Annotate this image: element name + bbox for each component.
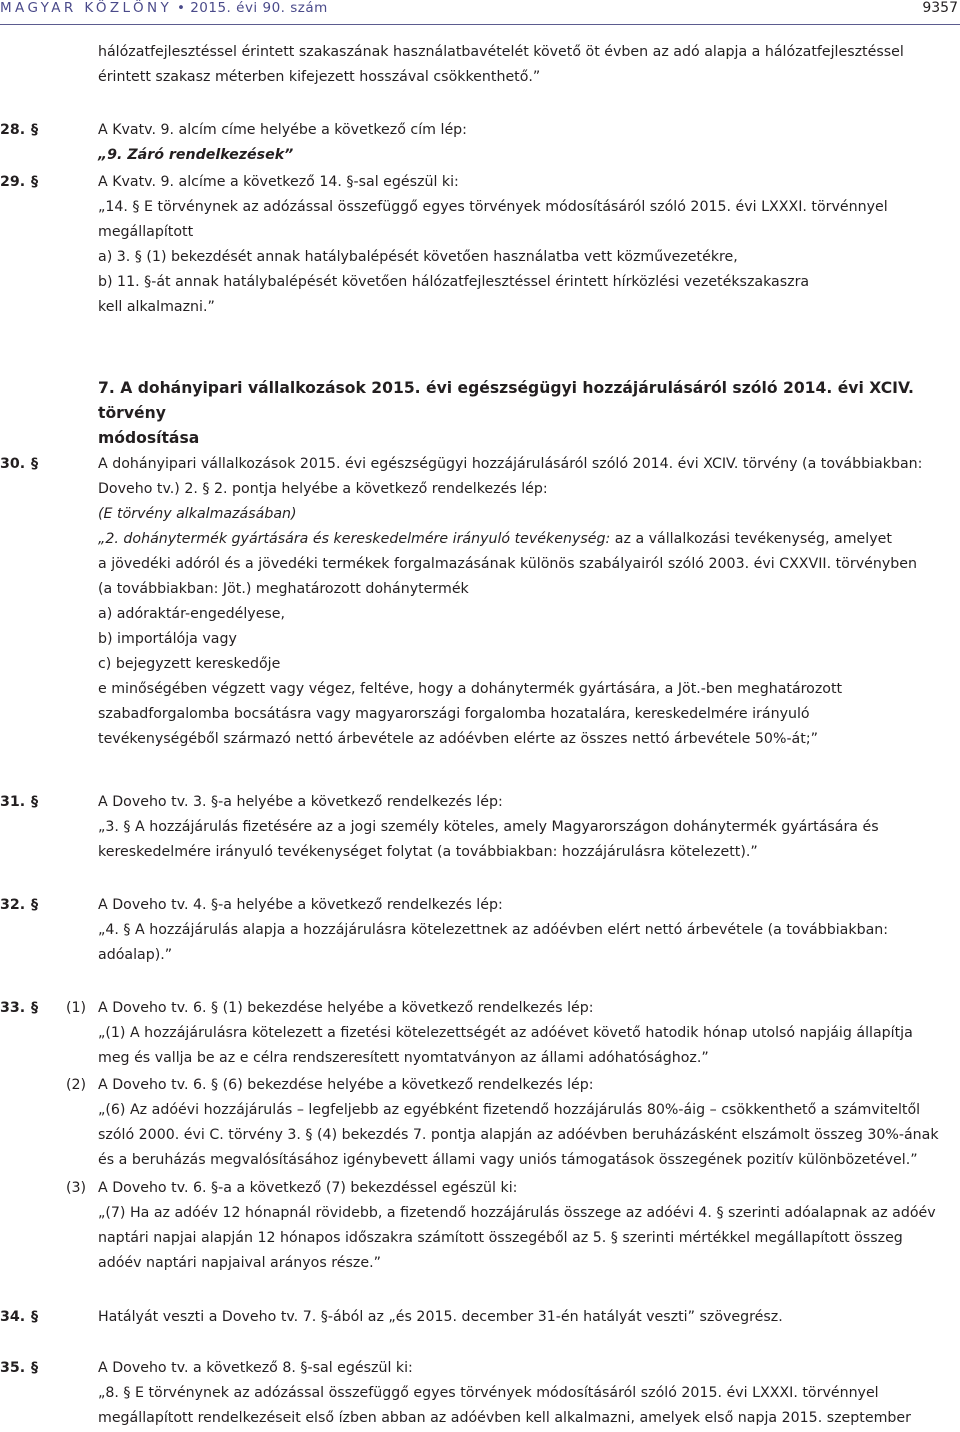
page-number: 9357 <box>922 0 958 16</box>
text-line: „4. § A hozzájárulás alapja a hozzájárulásra kötelezettnek az adóévben elért nettó árbevétele (a továbbiakban: <box>98 922 889 938</box>
text-line: A Kvatv. 9. alcíme a következő 14. §-sal egészül ki: <box>98 174 459 190</box>
text-line: naptári napjai alapján 12 hónapos időszakra számított összegéből az 5. § szerinti mértékkel megállapított összeg <box>98 1230 903 1246</box>
text-line: Doveho tv.) 2. § 2. pontja helyébe a következő rendelkezés lép: <box>98 481 548 497</box>
section-number: 32. <box>0 897 26 913</box>
journal-name: MAGYAR KÖZLÖNY <box>0 0 173 16</box>
text-line: e minőségében végzett vagy végez, feltéve, hogy a dohánytermék gyártására, a Jöt.-ben meghatározott <box>98 681 843 697</box>
amendment-33-2 <box>98 1073 958 1173</box>
header-rule <box>0 24 960 25</box>
paragraph-label: (3) <box>66 1180 87 1196</box>
amendment-33-3 <box>98 1176 958 1276</box>
amendment-30 <box>98 452 958 752</box>
text-line: A dohányipari vállalkozások 2015. évi egészségügyi hozzájárulásáról szóló 2014. évi XCIV. törvény (a továbbiakban: <box>98 456 923 472</box>
text-line: megállapított <box>98 224 194 240</box>
text-line: A Doveho tv. 6. § (1) bekezdése helyébe a következő rendelkezés lép: <box>98 1000 594 1016</box>
chapter-title: módosítása <box>98 429 200 447</box>
paragraph-label: (1) <box>66 1000 87 1016</box>
text-line: meg és vallja be az e célra rendszeresített nyomtatványon az állami adóhatósághoz.” <box>98 1050 709 1066</box>
text-line: „(1) A hozzájárulásra kötelezett a fizetési kötelezettségét az adóévet követő hatodik hónap utolsó napjáig állapítja <box>98 1025 913 1041</box>
text-line: (a továbbiakban: Jöt.) meghatározott dohánytermék <box>98 581 469 597</box>
text-line: A Kvatv. 9. alcím címe helyébe a következő cím lép: <box>98 122 467 138</box>
section-number: 30. <box>0 456 26 472</box>
text-line: „(6) Az adóévi hozzájárulás – legfeljebb az egyébként fizetendő hozzájárulás 80%-áig – csökkenthető a számviteltől <box>98 1102 921 1118</box>
text-line: adóalap).” <box>98 947 173 963</box>
intro-paragraph <box>98 40 958 90</box>
text-line: Hatályát veszti a Doveho tv. 7. §-ából az „és 2015. december 31-én hatályát veszti” szövegrész. <box>98 1309 783 1325</box>
section-sign: § <box>31 456 39 472</box>
text-line: kereskedelmére irányuló tevékenységet folytat (a továbbiakban: hozzájárulásra kötelezett).” <box>98 844 758 860</box>
section-number: 31. <box>0 794 26 810</box>
section-sign: § <box>31 122 39 138</box>
text-line: A Doveho tv. 6. § (6) bekezdése helyébe a következő rendelkezés lép: <box>98 1077 594 1093</box>
text-line: adóév naptári napjaival arányos része.” <box>98 1255 381 1271</box>
issue-number: 2015. évi 90. szám <box>190 0 328 16</box>
chapter-title: 7. A dohányipari vállalkozások 2015. évi egészségügyi hozzájárulásáról szóló 2014. évi XCIV. törvény <box>98 379 914 422</box>
text-line: c) bejegyzett kereskedője <box>98 656 281 672</box>
text-line: (E törvény alkalmazásában) <box>98 506 297 522</box>
definition-term: „2. dohánytermék gyártására és kereskedelmére irányuló tevékenység: <box>98 531 611 547</box>
text-line: „(7) Ha az adóév 12 hónapnál rövidebb, a fizetendő hozzájárulás összege az adóévi 4. § szerinti adóalapnak az adóév <box>98 1205 936 1221</box>
text-line: A Doveho tv. 3. §-a helyébe a következő rendelkezés lép: <box>98 794 503 810</box>
amendment-28 <box>98 118 958 168</box>
amendment-32 <box>98 893 958 968</box>
text-line: a) adóraktár-engedélyese, <box>98 606 286 622</box>
text-line: szabadforgalomba bocsátásra vagy magyarországi forgalomba hozatalára, kereskedelmére irányuló <box>98 706 810 722</box>
section-sign: § <box>31 1360 39 1376</box>
amendment-34 <box>98 1305 958 1330</box>
text-line: A Doveho tv. a következő 8. §-sal egészül ki: <box>98 1360 413 1376</box>
section-number: 34. <box>0 1309 26 1325</box>
definition-line <box>98 527 958 552</box>
text-line: b) 11. §-át annak hatálybalépését követően hálózatfejlesztéssel érintett hírközlési vezetékszakaszra <box>98 274 810 290</box>
text-line: „8. § E törvénynek az adózással összefüggő egyes törvények módosításáról szóló 2015. évi LXXXI. törvénnyel <box>98 1385 879 1401</box>
text-line: hálózatfejlesztéssel érintett szakaszának használatbavételét követő öt évben az adó alapja a hálózatfejlesztéssel <box>98 44 904 60</box>
amendment-29 <box>98 170 958 320</box>
section-sign: § <box>31 897 39 913</box>
text-line: A Doveho tv. 6. §-a a következő (7) bekezdéssel egészül ki: <box>98 1180 518 1196</box>
text-line: és a beruházás megvalósításához igénybevett állami vagy uniós támogatások összegének pozitív különbözetével.” <box>98 1152 918 1168</box>
text-line: a jövedéki adóról és a jövedéki termékek forgalmazásának különös szabályairól szóló 2003. évi CXXVII. törvényben <box>98 556 917 572</box>
text-line: szóló 2000. évi C. törvény 3. § (4) bekezdés 7. pontja alapján az adóévben beruházásként elszámolt összeg 30%-ának <box>98 1127 939 1143</box>
text-line: b) importálója vagy <box>98 631 237 647</box>
chapter-heading <box>98 376 958 451</box>
text-line: megállapított rendelkezéseit első ízben abban az adóévben kell alkalmazni, amelyek első napja 2015. szeptember <box>98 1410 911 1426</box>
amendment-33-1 <box>98 996 958 1071</box>
section-number: 33. <box>0 1000 26 1016</box>
text-line: A Doveho tv. 4. §-a helyébe a következő rendelkezés lép: <box>98 897 503 913</box>
running-head <box>0 0 328 16</box>
page-header <box>0 0 960 20</box>
text-line: tevékenységéből származó nettó árbevétele az adóévben elérte az összes nettó árbevétele 50%-át;” <box>98 731 818 747</box>
section-number: 28. <box>0 122 26 138</box>
quoted-title: „9. Záró rendelkezések” <box>98 147 294 163</box>
amendment-35 <box>98 1356 958 1431</box>
section-sign: § <box>31 174 39 190</box>
section-sign: § <box>31 1000 39 1016</box>
text-line: érintett szakasz méterben kifejezett hosszával csökkenthető.” <box>98 69 541 85</box>
definition-text: az a vállalkozási tevékenység, amelyet <box>610 531 892 547</box>
text-line: a) 3. § (1) bekezdését annak hatálybalépését követően használatba vett közművezetékre, <box>98 249 738 265</box>
amendment-31 <box>98 790 958 865</box>
section-sign: § <box>31 1309 39 1325</box>
header-bullet: • <box>176 0 186 16</box>
paragraph-label: (2) <box>66 1077 87 1093</box>
text-line: „3. § A hozzájárulás fizetésére az a jogi személy köteles, amely Magyarországon dohánytermék gyártására és <box>98 819 879 835</box>
section-number: 35. <box>0 1360 26 1376</box>
text-line: kell alkalmazni.” <box>98 299 215 315</box>
text-line: „14. § E törvénynek az adózással összefüggő egyes törvények módosításáról szóló 2015. évi LXXXI. törvénnyel <box>98 199 888 215</box>
section-sign: § <box>31 794 39 810</box>
section-number: 29. <box>0 174 26 190</box>
